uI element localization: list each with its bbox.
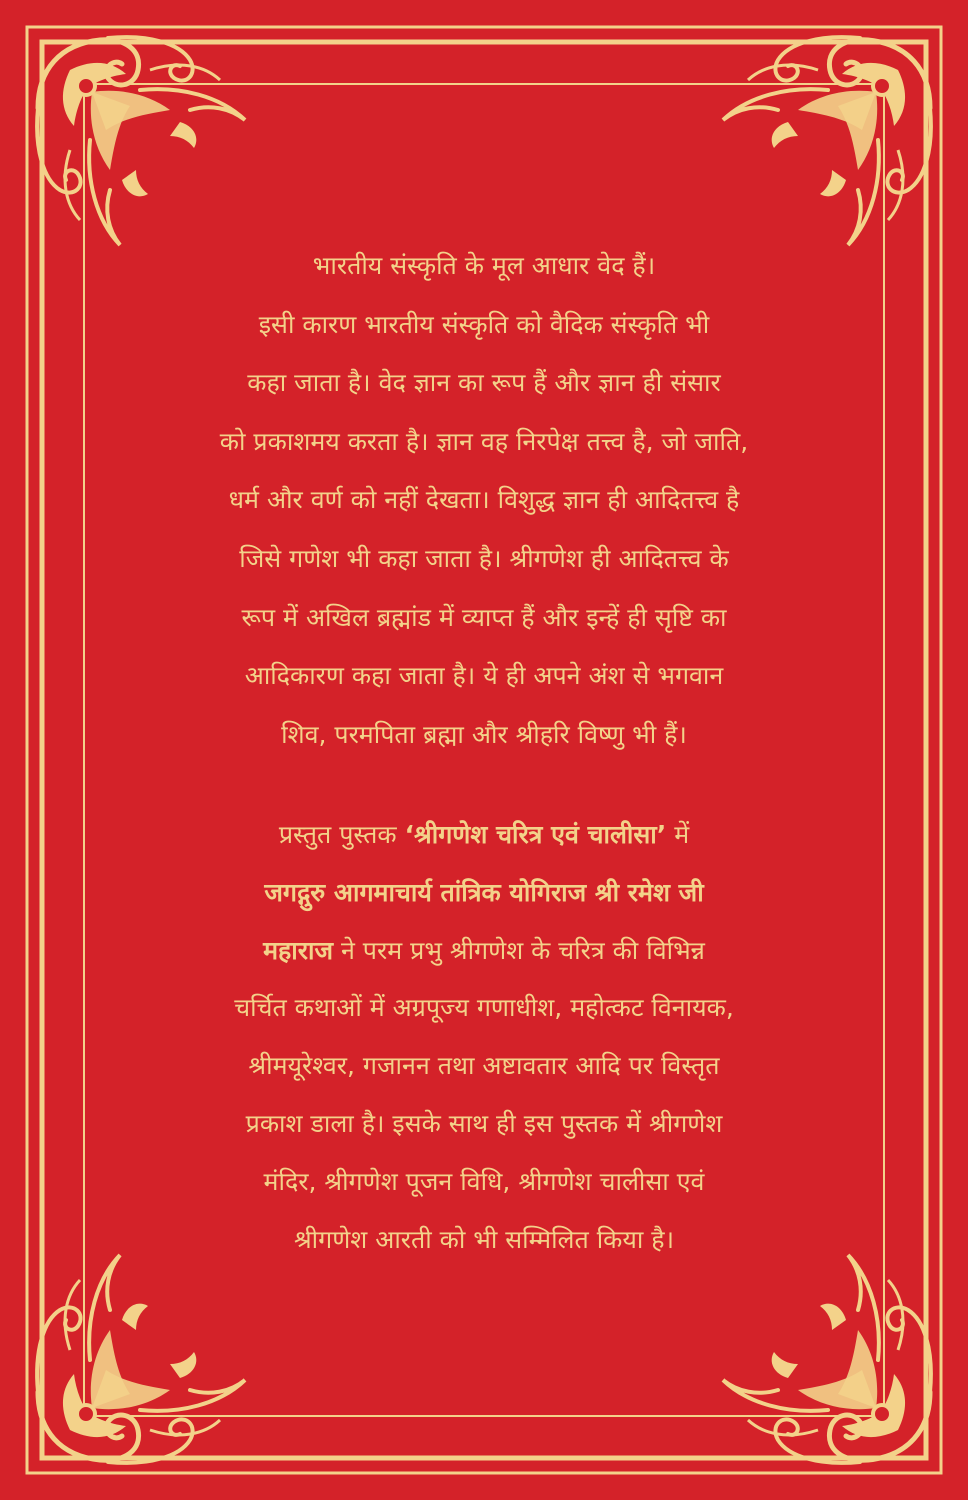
text-line: कहा जाता है। वेद ज्ञान का रूप हैं और ज्ञान ही संसार bbox=[247, 368, 721, 398]
text-line: मंदिर, श्रीगणेश पूजन विधि, श्रीगणेश चालीसा एवं bbox=[263, 1166, 705, 1196]
text-line: रूप में अखिल ब्रह्मांड में व्याप्त हैं और इन्हें ही सृष्टि का bbox=[241, 602, 727, 632]
corner-ornament-top-left bbox=[37, 37, 245, 245]
text-line: जिसे गणेश भी कहा जाता है। श्रीगणेश ही आदितत्त्व के bbox=[239, 543, 729, 573]
text-fragment: ने परम प्रभु श्रीगणेश के चरित्र की विभिन्न bbox=[333, 935, 705, 965]
text-line: इसी कारण भारतीय संस्कृति को वैदिक संस्कृति भी bbox=[258, 309, 710, 339]
intro-paragraph bbox=[110, 237, 858, 764]
corner-ornament-bottom-right bbox=[723, 1255, 931, 1463]
book-title: ‘श्रीगणेश चरित्र एवं चालीसा’ bbox=[404, 820, 667, 849]
book-description-paragraph bbox=[110, 806, 858, 1268]
author-name: जगद्गुरु आगमाचार्य तांत्रिक योगिराज श्री रमेश जी bbox=[264, 877, 704, 907]
corner-ornament-top-right bbox=[723, 37, 931, 245]
text-line: प्रकाश डाला है। इसके साथ ही इस पुस्तक में श्रीगणेश bbox=[245, 1108, 723, 1138]
corner-ornament-bottom-left bbox=[37, 1255, 245, 1463]
text-line: को प्रकाशमय करता है। ज्ञान वह निरपेक्ष तत्त्व है, जो जाति, bbox=[219, 426, 749, 456]
text-line: धर्म और वर्ण को नहीं देखता। विशुद्ध ज्ञान ही आदितत्त्व है bbox=[228, 485, 740, 515]
text-line bbox=[110, 806, 858, 864]
author-name-end: महाराज bbox=[263, 935, 334, 965]
text-line: श्रीगणेश आरती को भी सम्मिलित किया है। bbox=[293, 1224, 675, 1254]
text-fragment: में bbox=[666, 820, 690, 849]
text-line: चर्चित कथाओं में अग्रपूज्य गणाधीश, महोत्कट विनायक, bbox=[234, 993, 734, 1023]
text-line: आदिकारण कहा जाता है। ये ही अपने अंश से भगवान bbox=[244, 661, 724, 691]
text-line: श्रीमयूरेश्वर, गजानन तथा अष्टावतार आदि पर विस्तृत bbox=[248, 1051, 720, 1081]
text-fragment: प्रस्तुत पुस्तक bbox=[278, 820, 405, 849]
text-line bbox=[110, 864, 858, 922]
text-line bbox=[110, 922, 858, 980]
text-line: शिव, परमपिता ब्रह्मा और श्रीहरि विष्णु भी हैं। bbox=[281, 719, 687, 749]
text-line: भारतीय संस्कृति के मूल आधार वेद हैं। bbox=[312, 251, 656, 280]
